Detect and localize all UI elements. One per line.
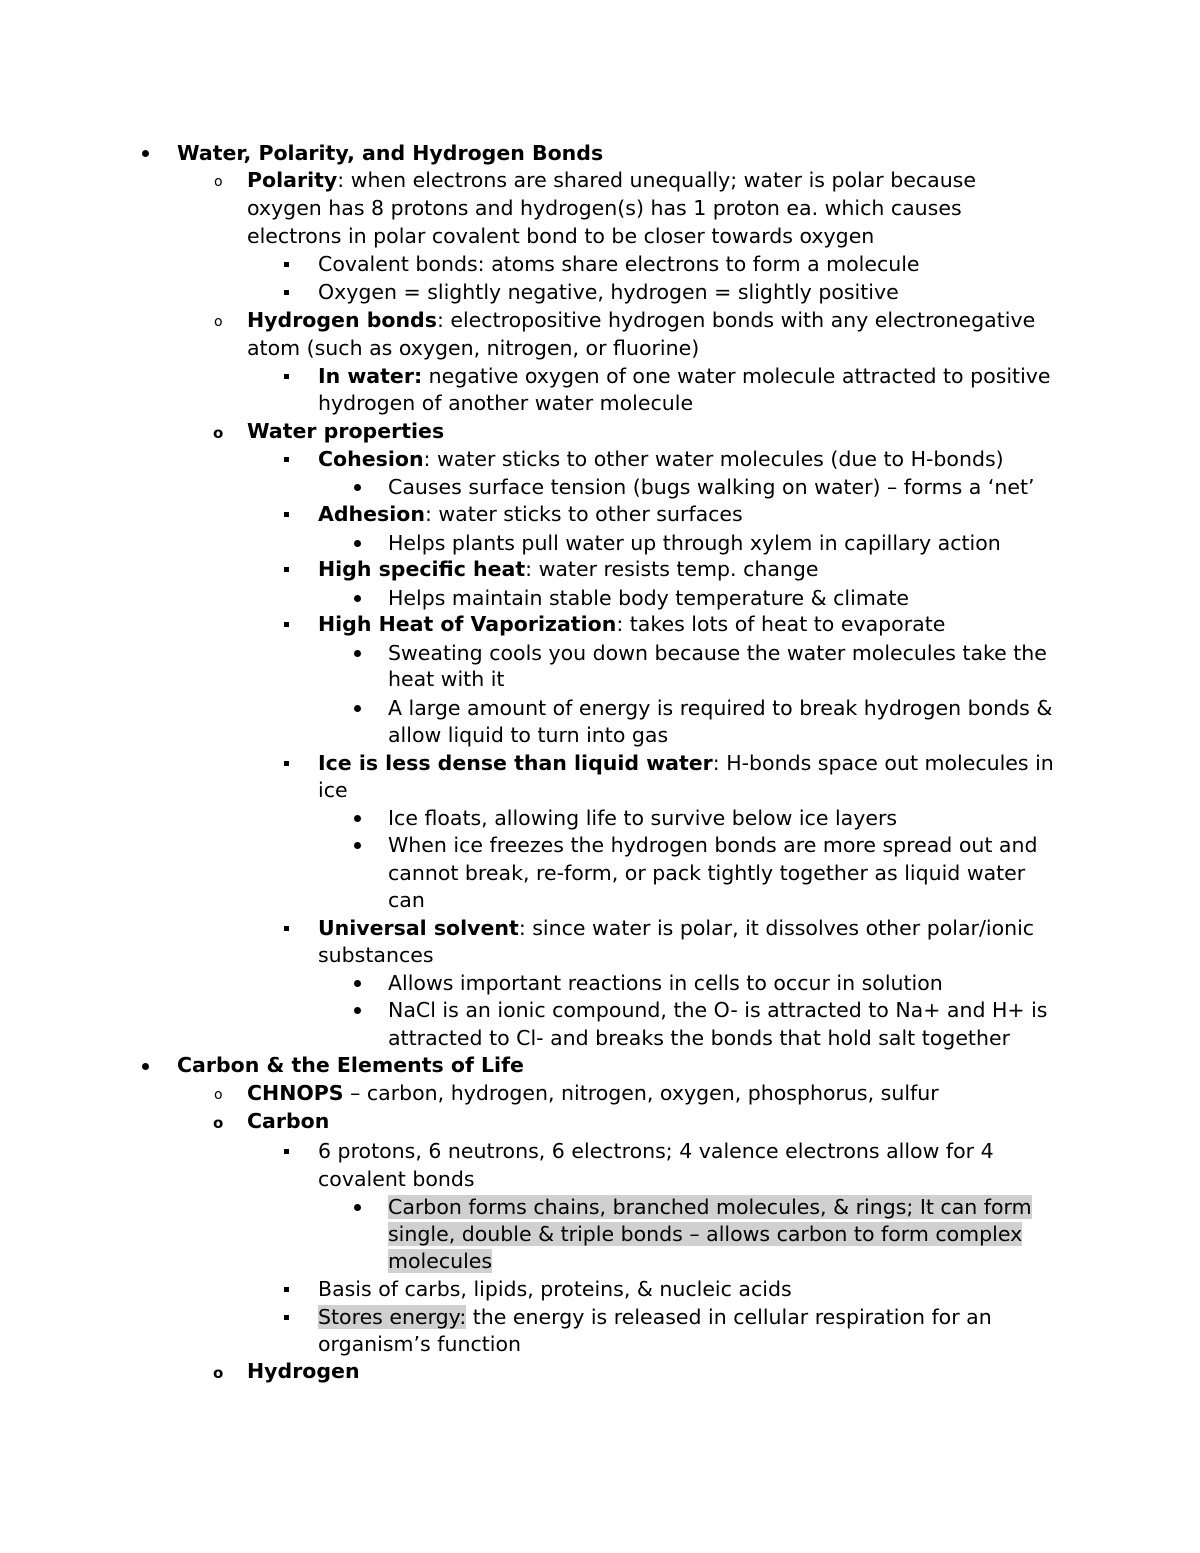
list-item: NaCl is an ionic compound, the O- is attracted to Na+ and H+ is xyxy=(388,998,1048,1022)
bullet-disc-icon xyxy=(354,705,361,712)
list-item-continuation: substances xyxy=(318,943,434,967)
section-heading: Carbon & the Elements of Life xyxy=(177,1053,524,1077)
subsection-heading: Water properties xyxy=(247,419,445,443)
list-item: High Heat of Vaporization: takes lots of heat to evaporate xyxy=(318,612,946,636)
bullet-circle-icon: o xyxy=(213,1114,224,1132)
list-item-continuation: attracted to Cl- and breaks the bonds that hold salt together xyxy=(388,1026,1011,1050)
list-item-continuation: hydrogen of another water molecule xyxy=(318,391,694,415)
bullet-square-icon xyxy=(284,926,289,931)
list-item: Polarity: when electrons are shared unequally; water is polar because xyxy=(247,168,976,192)
bullet-circle-icon: o xyxy=(213,424,224,442)
bullet-circle-icon: o xyxy=(214,174,223,190)
list-item: Ice floats, allowing life to survive below ice layers xyxy=(388,806,898,830)
bullet-disc-icon xyxy=(142,1063,149,1070)
section-heading: Water, Polarity, and Hydrogen Bonds xyxy=(177,141,604,165)
list-item: Helps plants pull water up through xylem in capillary action xyxy=(388,531,1001,555)
bullet-square-icon xyxy=(284,1149,289,1154)
list-item-continuation: oxygen has 8 protons and hydrogen(s) has 1 proton ea. which causes xyxy=(247,196,962,220)
list-item-continuation: can xyxy=(388,888,425,912)
bullet-disc-icon xyxy=(354,1204,361,1211)
list-item: Allows important reactions in cells to occur in solution xyxy=(388,971,943,995)
list-item-continuation: heat with it xyxy=(388,667,505,691)
list-item: Hydrogen bonds: electropositive hydrogen bonds with any electronegative xyxy=(247,308,1036,332)
bullet-square-icon xyxy=(284,374,289,379)
list-item: Cohesion: water sticks to other water molecules (due to H-bonds) xyxy=(318,447,1004,471)
list-item-continuation: ice xyxy=(318,778,348,802)
bullet-square-icon xyxy=(284,262,289,267)
bullet-disc-icon xyxy=(354,1007,361,1014)
list-item-continuation: molecules xyxy=(388,1249,493,1273)
bullet-disc-icon xyxy=(354,842,361,849)
list-item: When ice freezes the hydrogen bonds are more spread out and xyxy=(388,833,1038,857)
list-item: Adhesion: water sticks to other surfaces xyxy=(318,502,743,526)
list-item: A large amount of energy is required to break hydrogen bonds & xyxy=(388,696,1053,720)
list-item: Universal solvent: since water is polar, it dissolves other polar/ionic xyxy=(318,916,1035,940)
list-item: 6 protons, 6 neutrons, 6 electrons; 4 valence electrons allow for 4 xyxy=(318,1139,994,1163)
list-item-continuation: single, double & triple bonds – allows carbon to form complex xyxy=(388,1222,1023,1246)
list-item: CHNOPS – carbon, hydrogen, nitrogen, oxygen, phosphorus, sulfur xyxy=(247,1081,939,1105)
list-item: Basis of carbs, lipids, proteins, & nucleic acids xyxy=(318,1277,792,1301)
bullet-disc-icon xyxy=(354,650,361,657)
bullet-square-icon xyxy=(284,457,289,462)
list-item: Stores energy: the energy is released in cellular respiration for an xyxy=(318,1305,992,1329)
bullet-disc-icon xyxy=(354,540,361,547)
list-item-continuation: organism’s function xyxy=(318,1332,521,1356)
list-item: High specific heat: water resists temp. change xyxy=(318,557,819,581)
list-item-continuation: electrons in polar covalent bond to be closer towards oxygen xyxy=(247,224,875,248)
bullet-square-icon xyxy=(284,512,289,517)
list-item: Causes surface tension (bugs walking on water) – forms a ‘net’ xyxy=(388,475,1035,499)
bullet-disc-icon xyxy=(354,484,361,491)
bullet-disc-icon xyxy=(354,815,361,822)
bullet-square-icon xyxy=(284,1315,289,1320)
subsection-heading: Hydrogen xyxy=(247,1359,360,1383)
subsection-heading: Carbon xyxy=(247,1109,330,1133)
list-item-continuation: cannot break, re-form, or pack tightly together as liquid water xyxy=(388,861,1026,885)
bullet-circle-icon: o xyxy=(214,1087,223,1103)
bullet-circle-icon: o xyxy=(213,1364,224,1382)
bullet-square-icon xyxy=(284,290,289,295)
list-item: Sweating cools you down because the water molecules take the xyxy=(388,641,1047,665)
bullet-disc-icon xyxy=(142,150,149,157)
bullet-square-icon xyxy=(284,567,289,572)
list-item: Covalent bonds: atoms share electrons to form a molecule xyxy=(318,252,920,276)
bullet-disc-icon xyxy=(354,595,361,602)
bullet-square-icon xyxy=(284,1287,289,1292)
list-item: Oxygen = slightly negative, hydrogen = slightly positive xyxy=(318,280,899,304)
bullet-circle-icon: o xyxy=(214,314,223,330)
list-item-continuation: allow liquid to turn into gas xyxy=(388,723,669,747)
list-item: In water: negative oxygen of one water molecule attracted to positive xyxy=(318,364,1051,388)
list-item-continuation: atom (such as oxygen, nitrogen, or fluorine) xyxy=(247,336,700,360)
bullet-square-icon xyxy=(284,761,289,766)
bullet-square-icon xyxy=(284,622,289,627)
list-item-highlighted: Carbon forms chains, branched molecules, & rings; It can form xyxy=(388,1195,1032,1219)
bullet-disc-icon xyxy=(354,980,361,987)
list-item: Ice is less dense than liquid water: H-bonds space out molecules in xyxy=(318,751,1054,775)
list-item-continuation: covalent bonds xyxy=(318,1167,475,1191)
list-item: Helps maintain stable body temperature & climate xyxy=(388,586,910,610)
